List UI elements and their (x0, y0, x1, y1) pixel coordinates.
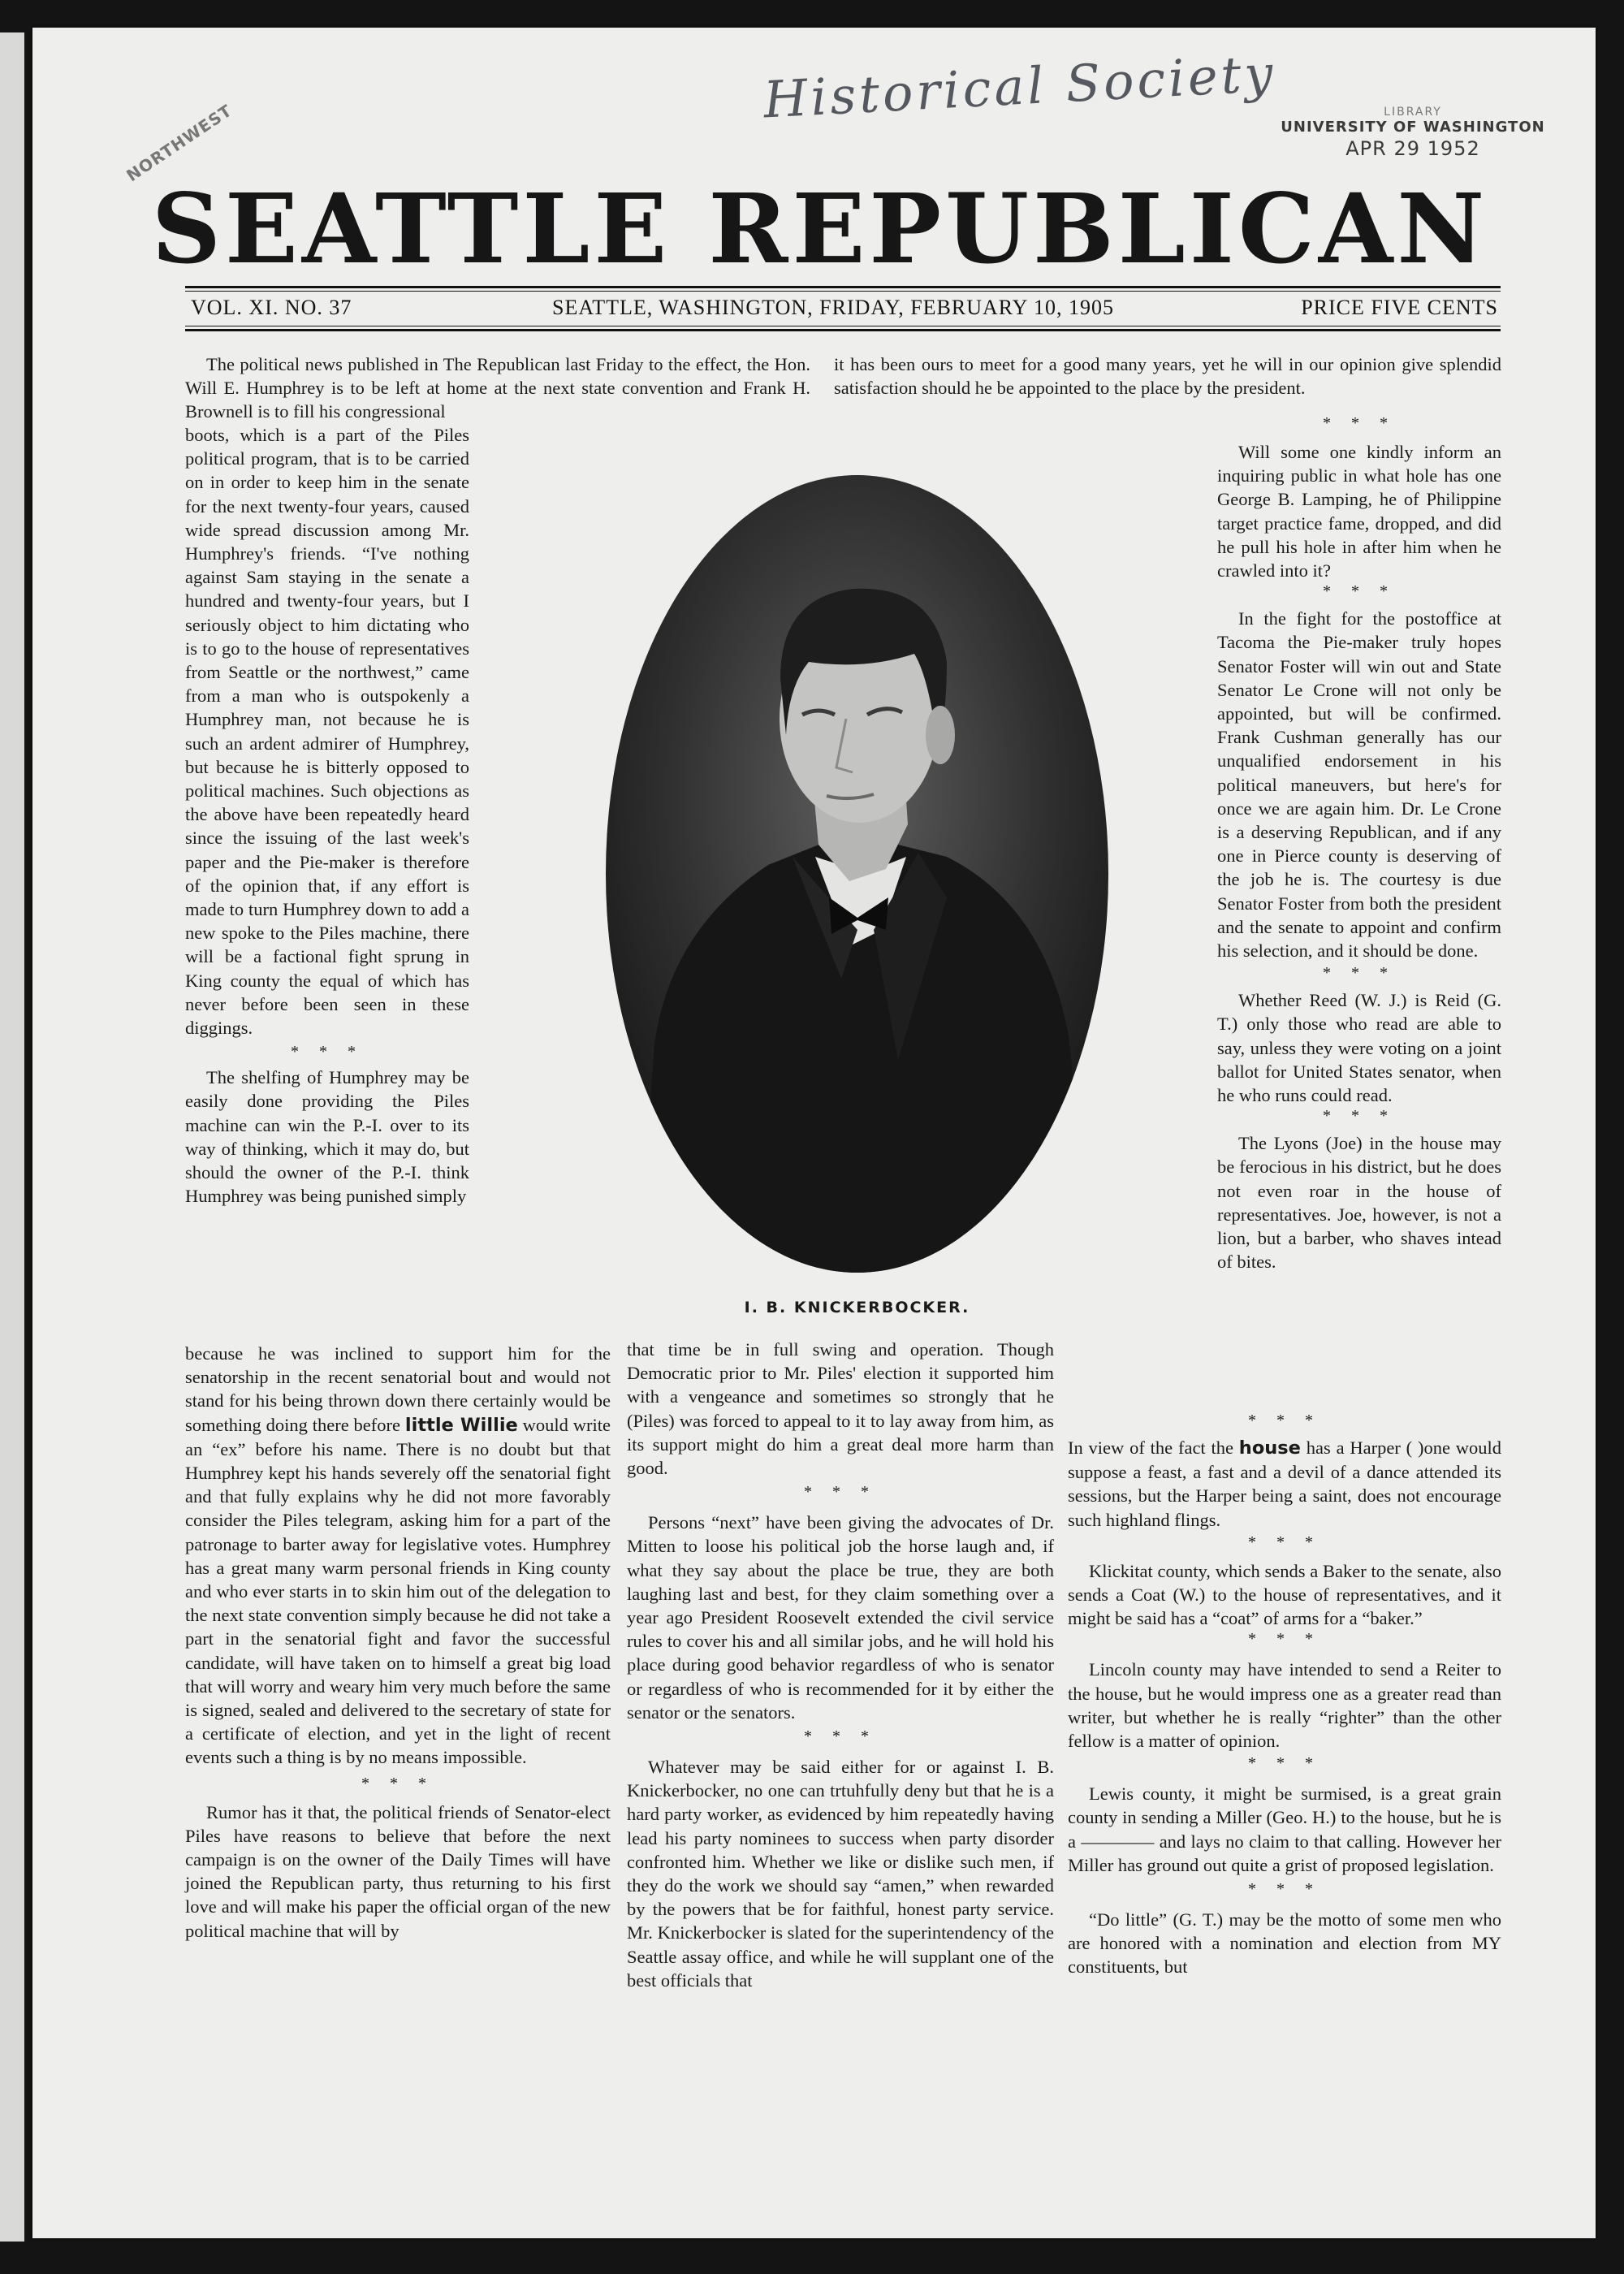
text-run: would write an “ex” before his name. There is no doubt but that Humphrey kept his hands severely off the senatorial fight and that fully explains why he did not more favorably consider the Piles telegram, asking him for a part of the patronage to barter away for legislative votes. Humphrey has a great many warm personal friends in King county and who ever starts in to skin him out of the delegation to the next state convention simply because he did not take a part in the senatorial fight and favor the successful candidate, will have taken on to himself a great big load that will worry and weary him very much before the same is signed, sealed and delivered to the secretary of state for a certificate of election, and yet in the light of recent events such a thing is by no means impossible. (185, 1414, 611, 1768)
section-divider: * * * (1248, 1533, 1321, 1551)
masthead-title: SEATTLE REPUBLICAN (151, 172, 1489, 285)
section-divider: * * * (1248, 1754, 1321, 1773)
paragraph: boots, which is a part of the Piles political program, that is to be carried on in order to keep him in the senate for the next twenty-four years, caused wide spread discussion among Mr. Humphrey's friends. “I've nothing against Sam staying in the senate a hundred and twenty-four years, but I seriously object to him dictating who is to go to the house of representatives from Seattle or the northwest,” came from a man who is outspokenly a Humphrey man, not because he is such an ardent admirer of Humphrey, but because he is bitterly opposed to political machines. Such objections as the above have been repeatedly heard since the issuing of the last week's paper and the Pie-maker is therefore of the opinion that, if any effort is made to turn Humphrey down to add a new spoke to the Piles machine, there will be a factional fight sprung in King county the equal of which has never before been seen in these diggings. (185, 425, 469, 1039)
section-divider: * * * (1248, 1412, 1321, 1429)
price-text: PRICE FIVE CENTS (1301, 296, 1498, 319)
column-1-lower (185, 1342, 611, 1943)
paragraph: Whatever may be said either for or against I. B. Knickerbocker, no one can trtuhfully deny but that he is a hard party worker, as evidenced by him repeatedly having lead his party nominees to success when party disorder confronted him. Whether we like or dislike such men, if they do the work we should say “amen,” when rewarded by the powers that be for faithful, honest party service. Mr. Knickerbocker is slated for the superintendency of the Seattle assay office, and while he will supplant one of the best officials that (627, 1757, 1054, 1991)
dateline-bar (191, 296, 1498, 325)
paragraph: that time be in full swing and operation. Though Democratic prior to Mr. Piles' election it supported him with a vengeance and sometimes so strongly that he (Piles) was forced to appeal to it to lay away from him, as its support might do him a great deal more harm than good. (627, 1339, 1054, 1479)
section-divider: * * * (1248, 1880, 1321, 1899)
section-divider: * * * (361, 1774, 434, 1792)
paragraph: Lincoln county may have intended to send a Reiter to the house, but he would impress one as a greater read than writer, but whether he is really “righter” than the other fellow is a matter of opinion. (1068, 1659, 1501, 1752)
portrait-caption: I. B. KNICKERBOCKER. (744, 1299, 970, 1316)
masthead-rule-top (185, 286, 1501, 288)
section-divider: * * * (804, 1483, 877, 1502)
paragraph: In the fight for the postoffice at Tacoma the Pie-maker truly hopes Senator Foster will win out and State Senator Le Crone will not only be appointed, but will be confirmed. Frank Cushman generally has our unqualified endorsement in his political maneuvers, but here's for once we are again him. Dr. Le Crone is a deserving Republican, and if any one in Pierce county is deserving of the job he is. The courtesy is due Senator Foster from both the president and the senate to appoint and confirm his selection, and it should be done. (1217, 608, 1501, 962)
paragraph: Whether Reed (W. J.) is Reid (G. T.) only those who read are able to say, unless they were voting on a joint ballot for United States senator, when he who runs could read. (1217, 990, 1501, 1106)
masthead-rule-bottom (185, 329, 1501, 331)
article-intro (185, 352, 810, 424)
paragraph (185, 1342, 611, 1770)
northwest-stamp: NORTHWEST (123, 100, 236, 186)
section-divider: * * * (291, 1043, 364, 1061)
section-divider: * * * (1248, 1630, 1321, 1649)
bold-text: little Willie (404, 1414, 518, 1436)
library-stamp-line: UNIVERSITY OF WASHINGTON (1281, 119, 1545, 136)
paragraph: The shelfing of Humphrey may be easily done providing the Piles machine can win the P.-I. over to its way of thinking, which it may do, but should the owner of the P.-I. think Humphrey was being punished simply (185, 1067, 469, 1207)
paragraph: Klickitat county, which sends a Baker to the senate, also sends a Coat (W.) to the house of representatives, and it might be said has a “coat” of arms for a “baker.” (1068, 1560, 1501, 1629)
library-stamp-date: APR 29 1952 (1345, 137, 1480, 160)
section-divider: * * * (1323, 1107, 1396, 1126)
handwritten-note: Historical Society (762, 43, 1278, 130)
section-divider: * * * (804, 1727, 877, 1746)
text-run: In view of the fact the (1068, 1437, 1233, 1458)
article-continuation (834, 352, 1501, 400)
library-stamp (1250, 106, 1575, 160)
library-stamp-line: LIBRARY (1384, 106, 1442, 119)
column-1-upper (185, 423, 469, 1208)
paragraph (1068, 1436, 1501, 1532)
paragraph: Lewis county, it might be surmised, is a great grain county in sending a Miller (Geo. H.) to the house, but he is a ———— and lays no claim to that calling. However her Miller has ground out quite a grist of proposed legislation. (1068, 1783, 1501, 1875)
masthead-rule-top-thin (185, 291, 1501, 292)
paragraph: it has been ours to meet for a good many years, yet he will in our opinion give splendid satisfaction should he be appointed to the place by the president. (834, 354, 1501, 399)
paragraph: The Lyons (Joe) in the house may be ferocious in his district, but he does not even roar in the house of representatives. Joe, however, is not a lion, but a barber, who shaves intead of bites. (1217, 1133, 1501, 1273)
text-run: because he was inclined to support him for the senatorship in the recent senatorial bout and would not stand for his being thrown down there certainly would be something doing there before (185, 1343, 611, 1435)
text-run: has a Harper ( )one would suppose a feast, a fast and a devil of a dance attended its sessions, but the Harper being a saint, does not encourage such highland flings. (1068, 1437, 1501, 1530)
volume-number: VOL. XI. NO. 37 (191, 296, 352, 319)
bold-text: house (1238, 1437, 1301, 1459)
section-divider: * * * (1323, 964, 1396, 983)
column-2-lower (627, 1338, 1054, 1992)
paragraph: “Do little” (G. T.) may be the motto of some men who are honored with a nomination and election from MY constituents, but (1068, 1909, 1501, 1978)
page-edge (0, 32, 24, 2242)
newspaper-page (32, 28, 1596, 2238)
paragraph: The political news published in The Republican last Friday to the effect, the Hon. Will E. Humphrey is to be left at home at the next state convention and Frank H. Brownell is to fill his congressional (185, 354, 810, 422)
column-3-lower (1068, 1412, 1501, 1979)
section-divider: * * * (1323, 582, 1396, 601)
paragraph: Will some one kindly inform an inquiring public in what hole has one George B. Lamping, he of Philippine target practice fame, dropped, and did he pull his hole in after him when he crawled into it? (1217, 442, 1501, 581)
paragraph: Rumor has it that, the political friends of Senator-elect Piles have reasons to believe that before the next campaign is on the owner of the Daily Times will have joined the Republican party, thus returning to his first love and will make his paper the official organ of the new political machine that will by (185, 1801, 611, 1941)
portrait-photo (606, 475, 1108, 1273)
dateline-text: SEATTLE, WASHINGTON, FRIDAY, FEBRUARY 10, 1905 (552, 296, 1114, 319)
column-3-upper (1217, 414, 1501, 1274)
paragraph: Persons “next” have been giving the advocates of Dr. Mitten to loose his political job the horse laugh and, if what they say about the place be true, they are both laughing last and best, for they claim something over a year ago President Roosevelt extended the civil service rules to cover his and all similar jobs, and he will hold his place during good behavior regardless of who is senator or regardless of who is recommended for it by either the senator or the senators. (627, 1512, 1054, 1723)
section-divider: * * * (1323, 414, 1396, 432)
